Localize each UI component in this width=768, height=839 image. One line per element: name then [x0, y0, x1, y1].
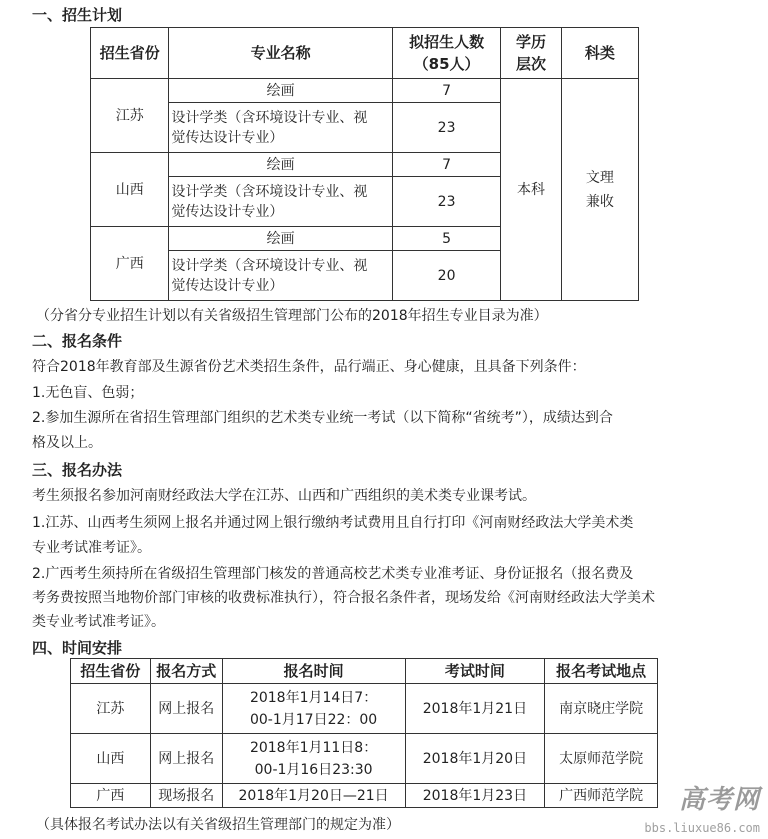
plan-note: （分省分专业招生计划以有关省级招生管理部门公布的2018年招生专业目录为准） — [36, 308, 548, 324]
section1-title: 一、招生计划 — [32, 6, 123, 24]
quota-cell: 5 — [392, 227, 500, 251]
header-category: 科类 — [561, 28, 638, 79]
enrollment-plan-table — [90, 27, 639, 301]
province-cell: 江苏 — [71, 684, 151, 734]
paragraph: 类专业考试准考证》。 — [32, 614, 165, 630]
paragraph: 2.参加生源所在省招生管理部门组织的艺术类专业统一考试（以下简称“省统考”），成绩达到合 — [32, 410, 613, 426]
place-cell: 广西师范学院 — [545, 784, 658, 808]
paragraph: 1.江苏、山西考生须网上报名并通过网上银行缴纳考试费用且自行打印《河南财经政法大学美术类 — [32, 515, 634, 531]
province-cell: 广西 — [91, 227, 169, 301]
header-province: 招生省份 — [91, 28, 169, 79]
section2-title: 二、报名条件 — [32, 332, 123, 350]
paragraph: 符合2018年教育部及生源省份艺术类招生条件，品行端正、身心健康，且具备下列条件： — [32, 359, 586, 375]
site-watermark — [620, 779, 760, 835]
paragraph: 2.广西考生须持所在省级招生管理部门核发的普通高校艺术类专业准考证、身份证报名（报名费及 — [32, 566, 634, 582]
major-cell: 绘画 — [169, 79, 393, 103]
watermark-logo: 高考网 — [678, 785, 760, 815]
header-reg-time: 报名时间 — [222, 659, 405, 684]
place-cell: 南京晓庄学院 — [545, 684, 658, 734]
section3-title: 三、报名办法 — [32, 461, 123, 479]
level-cell: 本科 — [501, 79, 562, 301]
header-place: 报名考试地点 — [545, 659, 658, 684]
header-major: 专业名称 — [169, 28, 393, 79]
paragraph: 专业考试准考证》。 — [32, 540, 151, 556]
paragraph: 1.无色盲、色弱； — [32, 385, 144, 401]
major-cell: 设计学类（含环境设计专业、视觉传达设计专业） — [169, 103, 393, 153]
quota-cell: 7 — [392, 153, 500, 177]
reg-time-cell: 2018年1月20日—21日 — [222, 784, 405, 808]
province-cell: 江苏 — [91, 79, 169, 153]
quota-cell: 23 — [392, 103, 500, 153]
province-cell: 山西 — [71, 734, 151, 784]
method-cell: 网上报名 — [150, 734, 222, 784]
header-exam-time: 考试时间 — [405, 659, 545, 684]
header-quota: 拟招生人数 （85人） — [392, 28, 500, 79]
header-method: 报名方式 — [150, 659, 222, 684]
major-cell: 绘画 — [169, 227, 393, 251]
category-cell: 文理兼收 — [561, 79, 638, 301]
reg-time-cell: 2018年1月11日8：00-1月16日23:30 — [222, 734, 405, 784]
exam-time-cell: 2018年1月20日 — [405, 734, 545, 784]
major-cell: 绘画 — [169, 153, 393, 177]
quota-cell: 20 — [392, 251, 500, 301]
header-province: 招生省份 — [71, 659, 151, 684]
paragraph: 格及以上。 — [32, 435, 102, 451]
watermark-url: bbs.liuxue86.com — [644, 821, 760, 835]
quota-cell: 23 — [392, 177, 500, 227]
province-cell: 山西 — [91, 153, 169, 227]
schedule-table — [70, 658, 658, 808]
exam-time-cell: 2018年1月23日 — [405, 784, 545, 808]
section4-title: 四、时间安排 — [32, 639, 123, 657]
major-cell: 设计学类（含环境设计专业、视觉传达设计专业） — [169, 177, 393, 227]
method-cell: 网上报名 — [150, 684, 222, 734]
exam-time-cell: 2018年1月21日 — [405, 684, 545, 734]
major-cell: 设计学类（含环境设计专业、视觉传达设计专业） — [169, 251, 393, 301]
reg-time-cell: 2018年1月14日7：00-1月17日22：00 — [222, 684, 405, 734]
paragraph: 考生须报名参加河南财经政法大学在江苏、山西和广西组织的美术类专业课考试。 — [32, 488, 536, 504]
paragraph: 考务费按照当地物价部门审核的收费标准执行），符合报名条件者，现场发给《河南财经政法大学美术 — [32, 590, 655, 606]
header-level: 学历 层次 — [501, 28, 562, 79]
method-cell: 现场报名 — [150, 784, 222, 808]
place-cell: 太原师范学院 — [545, 734, 658, 784]
quota-cell: 7 — [392, 79, 500, 103]
schedule-note: （具体报名考试办法以有关省级招生管理部门的规定为准） — [36, 817, 400, 833]
province-cell: 广西 — [71, 784, 151, 808]
